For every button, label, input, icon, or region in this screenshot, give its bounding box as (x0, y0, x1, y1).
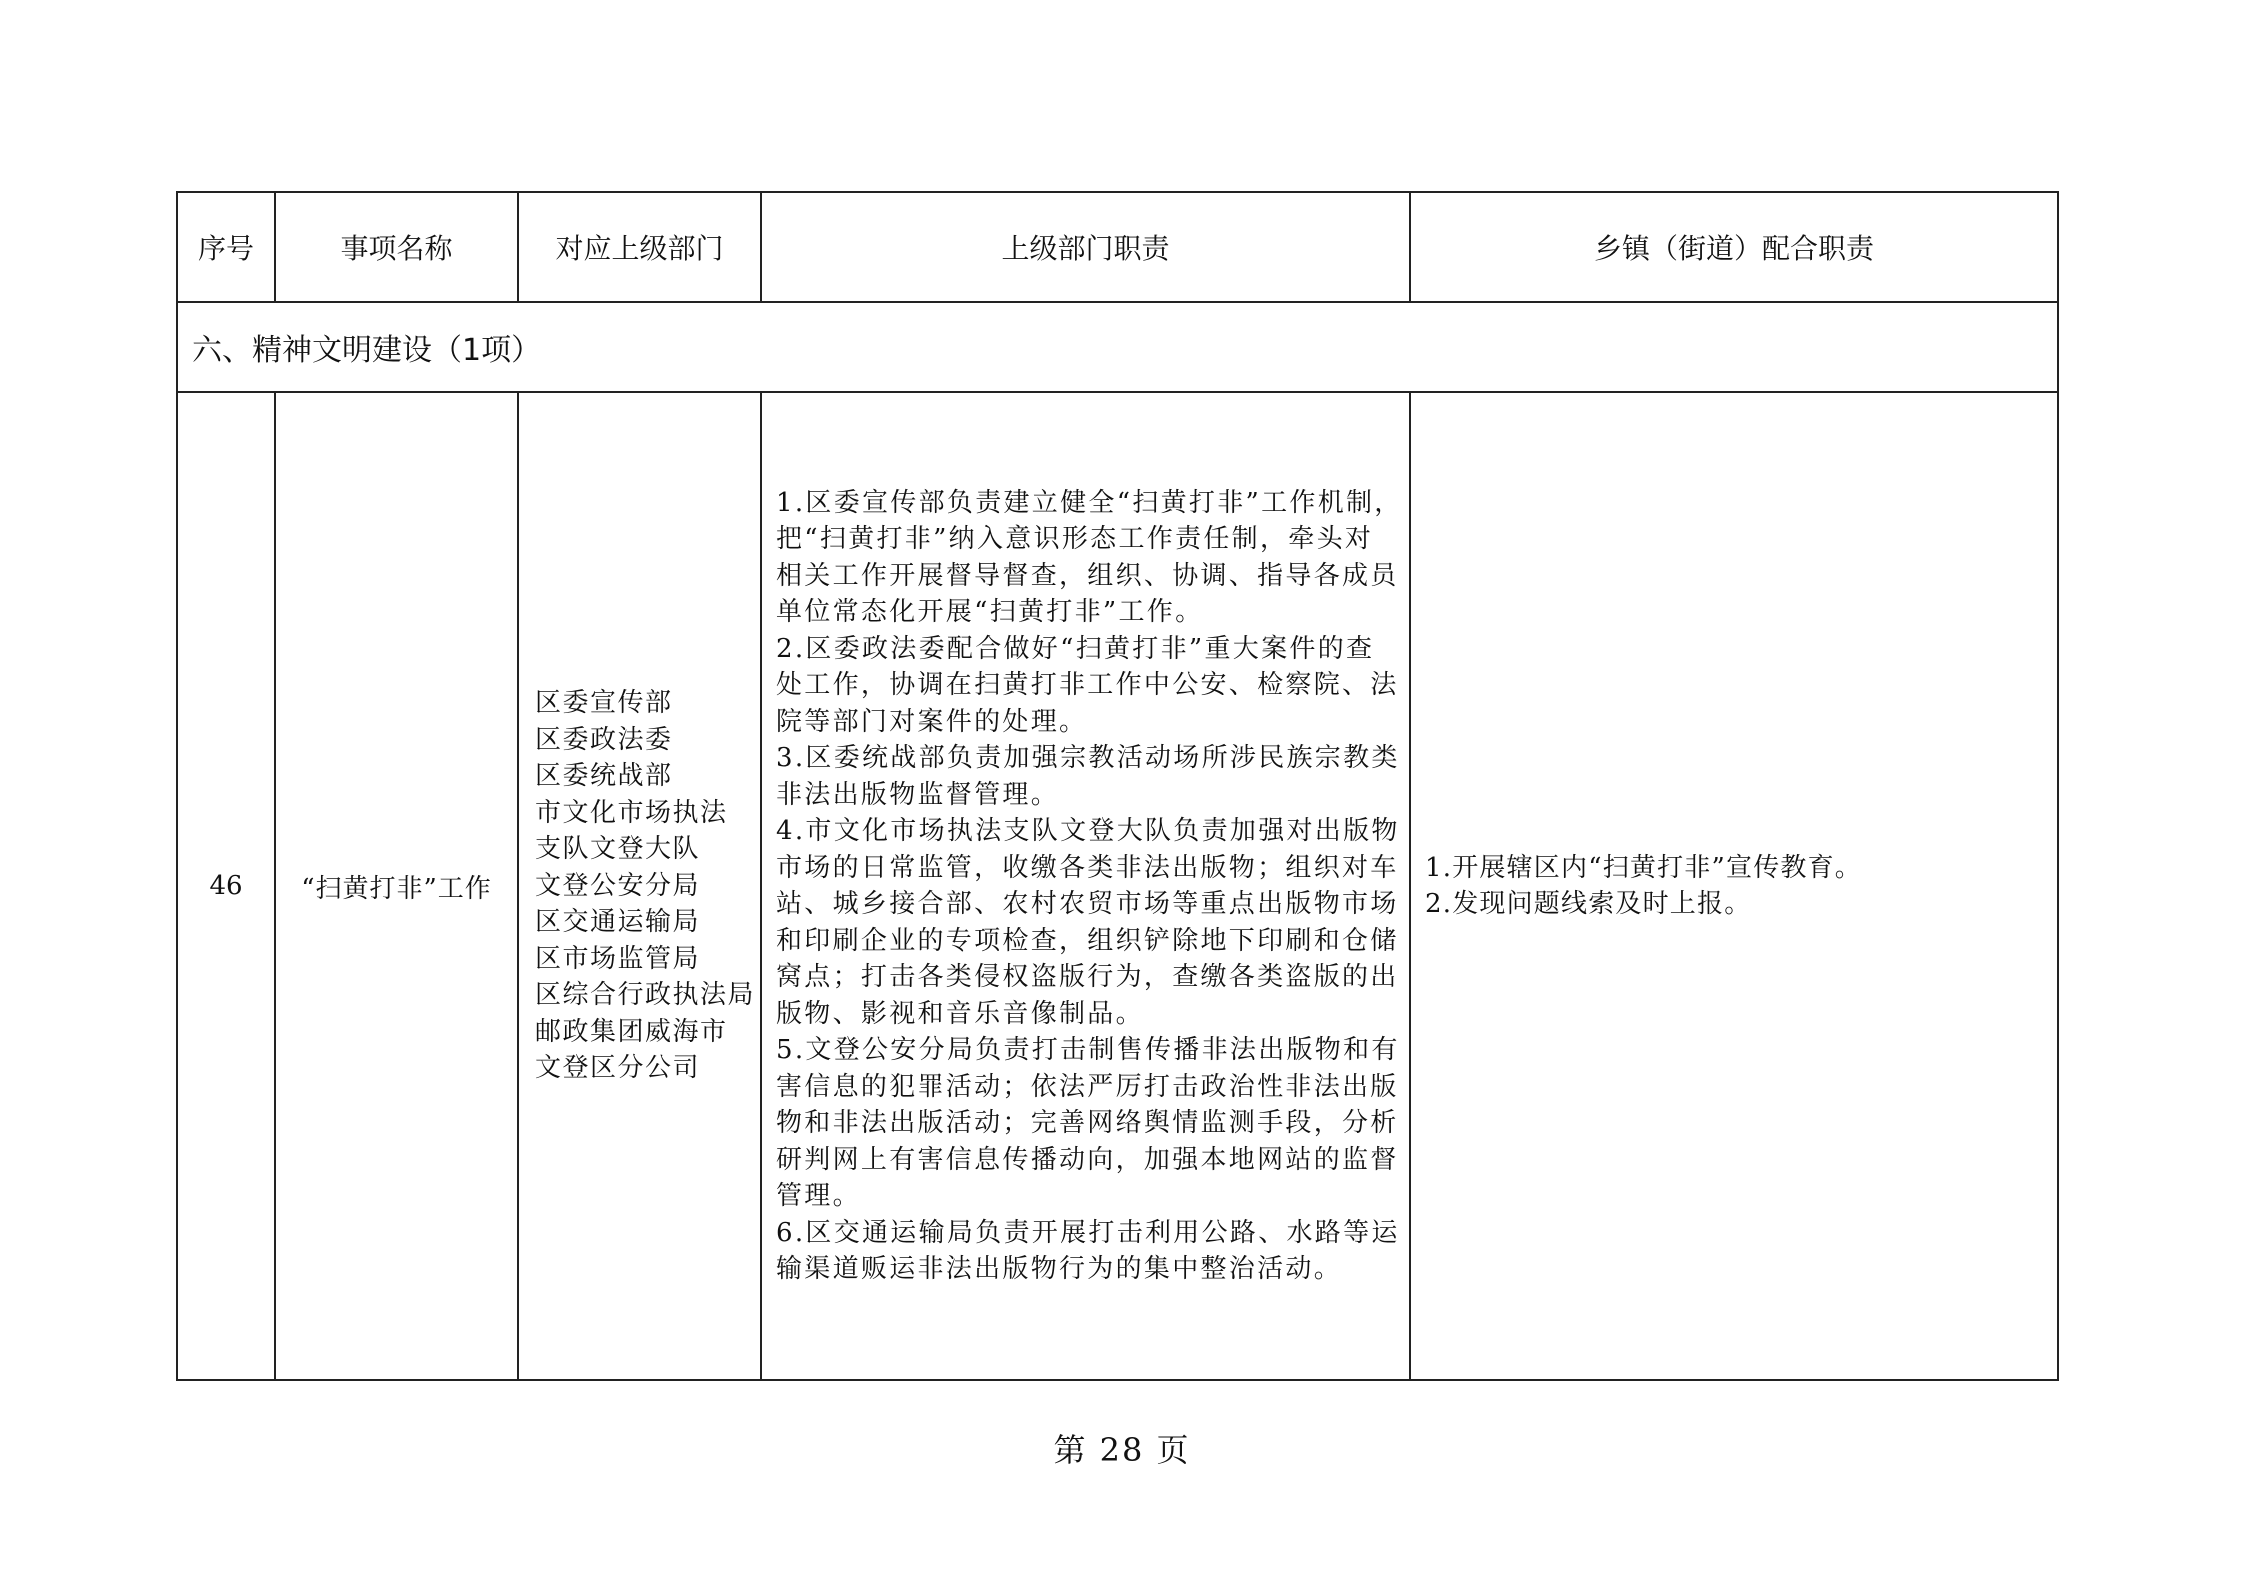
row-name: “扫黄打非”工作 (275, 392, 518, 1380)
dept-item: 邮政集团威海市 (535, 1016, 728, 1047)
upper-duty-line: 6.区交通运输局负责开展打击利用公路、水路等运 (776, 1217, 1400, 1248)
header-town-duty: 乡镇（街道）配合职责 (1410, 192, 2058, 302)
dept-item: 区交通运输局 (535, 907, 701, 938)
upper-duty-line: 4.市文化市场执法支队文登大队负责加强对出版物 (776, 816, 1400, 846)
dept-item: 文登区分公司 (535, 1053, 701, 1084)
responsibility-table (176, 191, 2059, 1381)
upper-duty-line: 和印刷企业的专项检查，组织铲除地下印刷和仓储 (776, 925, 1399, 956)
section-title: 六、精神文明建设（1项） (177, 302, 2058, 392)
upper-duty-line: 院等部门对案件的处理。 (776, 706, 1088, 737)
dept-item: 支队文登大队 (535, 834, 701, 865)
dept-item: 文登公安分局 (535, 870, 701, 901)
upper-duty-line: 物和非法出版活动；完善网络舆情监测手段，分析 (776, 1108, 1399, 1138)
responsibility-table-container (176, 191, 2057, 1381)
upper-duty-line: 1.区委宣传部负责建立健全“扫黄打非”工作机制， (776, 487, 1403, 518)
upper-duty-line: 非法出版物监督管理。 (776, 779, 1060, 810)
upper-duty-line: 把“扫黄打非”纳入意识形态工作责任制，牵头对 (776, 524, 1374, 554)
dept-item: 市文化市场执法 (535, 797, 728, 828)
table-header-row (177, 192, 2058, 302)
header-name: 事项名称 (275, 192, 518, 302)
upper-duty-line: 害信息的犯罪活动；依法严厉打击政治性非法出版 (776, 1071, 1399, 1102)
header-seq: 序号 (177, 192, 275, 302)
upper-duty-line: 窝点；打击各类侵权盗版行为，查缴各类盗版的出 (776, 962, 1399, 992)
upper-duty-line: 站、城乡接合部、农村农贸市场等重点出版物市场 (776, 889, 1399, 919)
upper-duty-line: 研判网上有害信息传播动向，加强本地网站的监督 (776, 1144, 1399, 1175)
dept-item: 区委政法委 (535, 724, 673, 755)
upper-duty-line: 输渠道贩运非法出版物行为的集中整治活动。 (776, 1254, 1343, 1284)
page-number: 第 28 页 (1053, 1431, 1191, 1469)
dept-item: 区市场监管局 (535, 943, 701, 974)
upper-duty-line: 版物、影视和音乐音像制品。 (776, 998, 1144, 1029)
section-row (177, 302, 2058, 392)
row-town-duty-cell (1410, 392, 2058, 1380)
upper-duty-line: 管理。 (776, 1181, 861, 1211)
dept-item: 区综合行政执法局 (535, 980, 756, 1011)
dept-list (535, 685, 760, 1087)
upper-duty-line: 处工作，协调在扫黄打非工作中公安、检察院、法 (776, 670, 1399, 700)
town-duty-line: 1.开展辖区内“扫黄打非”宣传教育。 (1425, 852, 1862, 883)
table-row (177, 392, 2058, 1380)
row-upper-duty-cell (761, 392, 1410, 1380)
header-upper-duty: 上级部门职责 (761, 192, 1410, 302)
town-duty-line: 2.发现问题线索及时上报。 (1425, 889, 1752, 919)
upper-duty-line: 2.区委政法委配合做好“扫黄打非”重大案件的查 (776, 633, 1375, 664)
upper-duty-text (776, 485, 1403, 1288)
upper-duty-line: 市场的日常监管，收缴各类非法出版物；组织对车 (776, 852, 1399, 883)
row-seq: 46 (177, 392, 275, 1380)
row-dept-cell (518, 392, 761, 1380)
header-dept: 对应上级部门 (518, 192, 761, 302)
upper-duty-line: 5.文登公安分局负责打击制售传播非法出版物和有 (776, 1035, 1400, 1065)
dept-item: 区委宣传部 (535, 688, 673, 719)
upper-duty-line: 单位常态化开展“扫黄打非”工作。 (776, 597, 1204, 627)
upper-duty-line: 相关工作开展督导督查，组织、协调、指导各成员 (776, 560, 1399, 591)
town-duty-text (1425, 850, 2057, 923)
upper-duty-line: 3.区委统战部负责加强宗教活动场所涉民族宗教类 (776, 743, 1400, 773)
dept-item: 区委统战部 (535, 761, 673, 792)
